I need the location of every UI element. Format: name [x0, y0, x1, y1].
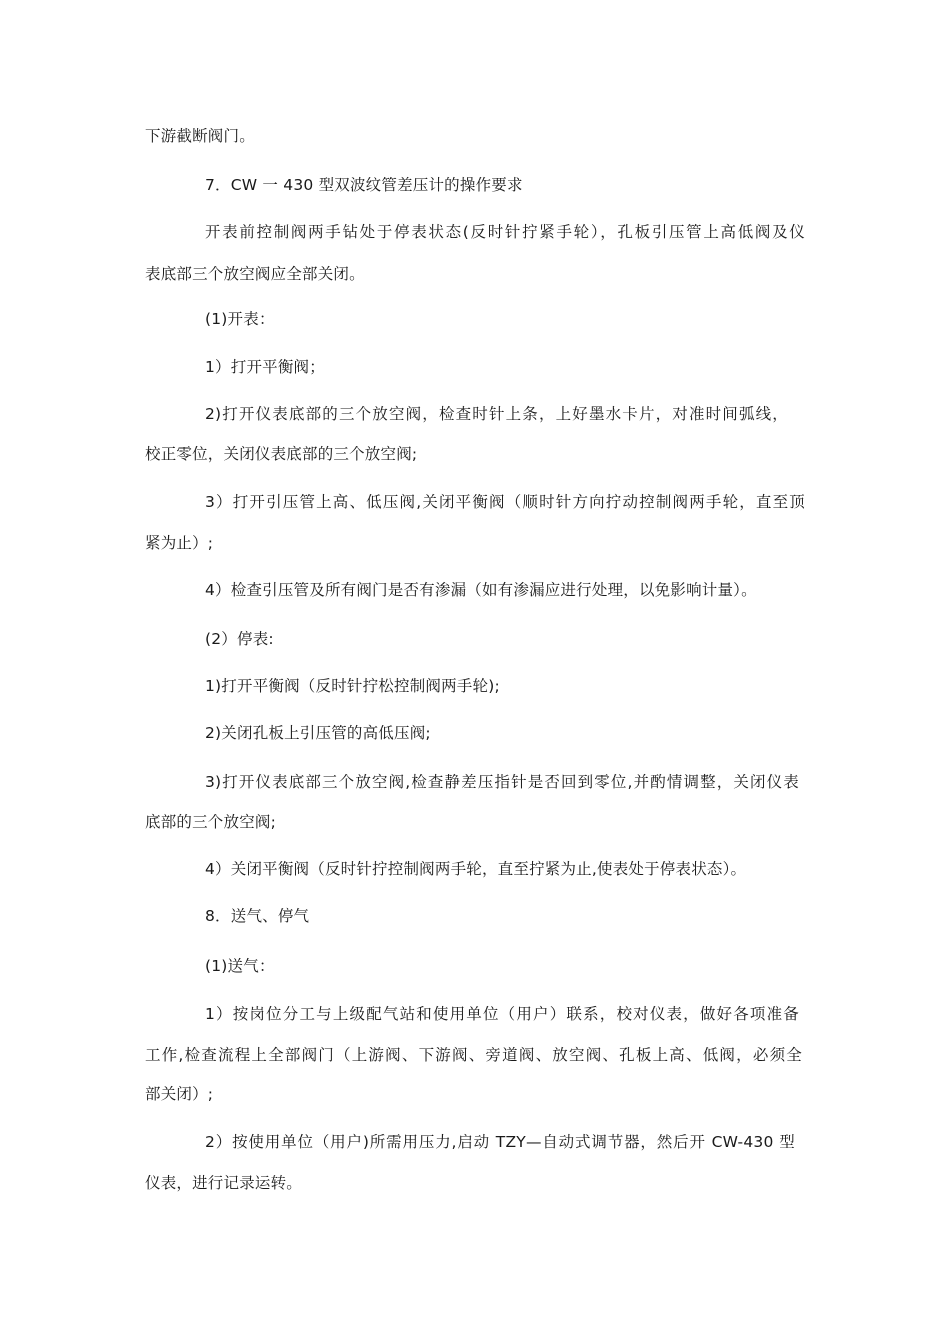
paragraph-line: 部关闭）;: [145, 1085, 214, 1103]
paragraph-line: 底部的三个放空阀;: [145, 813, 277, 831]
list-item: 3）打开引压管上高、低压阀,关闭平衡阀（顺时针方向拧动控制阀两手轮，直至顶: [205, 493, 805, 511]
subsection-heading: (1)送气：: [205, 957, 275, 975]
paragraph-line: 表底部三个放空阀应全部关闭。: [145, 265, 365, 283]
paragraph-line: 紧为止）;: [145, 534, 214, 552]
list-item: 4）关闭平衡阀（反时针拧控制阀两手轮，直至拧紧为止,使表处于停表状态）。: [205, 860, 747, 878]
paragraph-line: 工作,检查流程上全部阀门（上游阀、下游阀、旁道阀、放空阀、孔板上高、低阀，必须全: [145, 1046, 802, 1064]
list-item: 3)打开仪表底部三个放空阀,检查静差压指针是否回到零位,并酌情调整，关闭仪表: [205, 773, 799, 791]
list-item: 1）打开平衡阀；: [205, 358, 325, 376]
paragraph-line: 校正零位，关闭仪表底部的三个放空阀;: [145, 445, 418, 463]
list-item: 1）按岗位分工与上级配气站和使用单位（用户）联系，校对仪表，做好各项准备: [205, 1005, 799, 1023]
paragraph-line: 开表前控制阀两手钻处于停表状态(反时针拧紧手轮），孔板引压管上高低阀及仪: [205, 223, 805, 241]
subsection-heading: (2）停表:: [205, 630, 274, 648]
list-item: 4）检查引压管及所有阀门是否有渗漏（如有渗漏应进行处理，以免影响计量）。: [205, 581, 757, 599]
paragraph-line: 仪表，进行记录运转。: [145, 1174, 303, 1192]
paragraph-line: 下游截断阀门。: [145, 127, 255, 145]
subsection-heading: (1)开表：: [205, 310, 275, 328]
section-heading: 8．送气、停气: [205, 907, 310, 925]
list-item: 2)关闭孔板上引压管的高低压阀;: [205, 724, 431, 742]
list-item: 2）按使用单位（用户)所需用压力,启动 TZY—自动式调节器，然后开 CW-430 型: [205, 1133, 795, 1151]
list-item: 1)打开平衡阀（反时针拧松控制阀两手轮);: [205, 677, 500, 695]
list-item: 2)打开仪表底部的三个放空阀，检查时针上条，上好墨水卡片，对准时间弧线，: [205, 405, 788, 423]
section-heading: 7．CW 一 430 型双波纹管差压计的操作要求: [205, 176, 523, 194]
